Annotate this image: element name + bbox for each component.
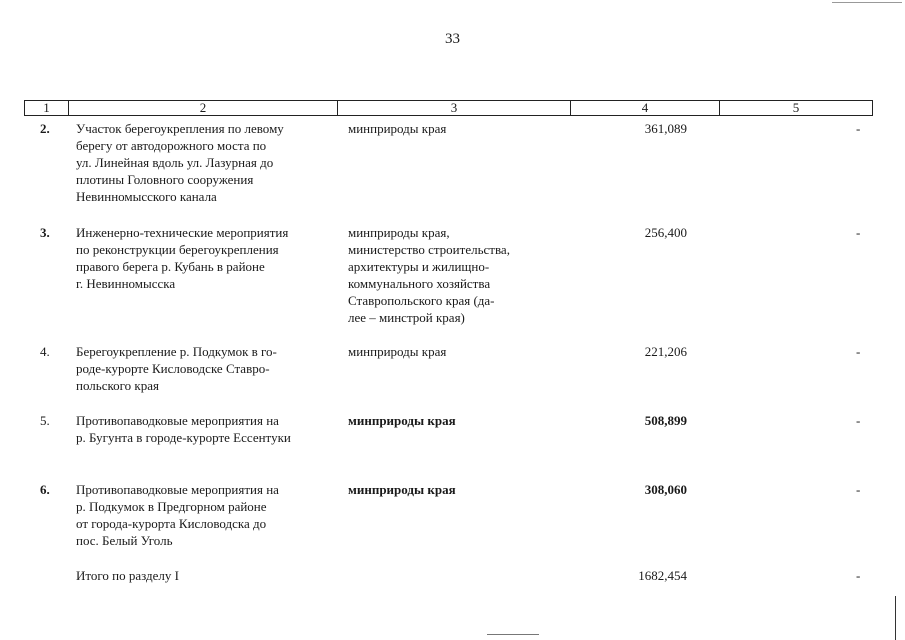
header-col-4: 4	[571, 101, 720, 115]
row-number: 4.	[40, 344, 50, 359]
row-responsible: минприроды края, министерство строительства, архитектуры и жилищно- коммунального хозяйства Ставропольского края (да- лее – минстрой края)	[348, 225, 510, 325]
row-col5: -	[856, 121, 861, 136]
bottom-scan-mark	[487, 634, 539, 635]
right-edge-line	[895, 596, 896, 640]
row-name: Инженерно-технические мероприятия по реконструкции берегоукрепления правого берега р. Кубань в районе г. Невинномысска	[76, 225, 289, 291]
row-number: 3.	[40, 225, 50, 240]
row-responsible: минприроды края	[348, 413, 456, 428]
page-number: 33	[445, 31, 460, 47]
row-name: Противопаводковые мероприятия на р. Бугунта в городе-курорте Ессентуки	[76, 413, 291, 445]
row-number: 5.	[40, 413, 50, 428]
row-col5: -	[856, 344, 861, 359]
total-label: Итого по разделу I	[76, 568, 179, 583]
header-col-3: 3	[338, 101, 571, 115]
row-name: Участок берегоукрепления по левому берегу от автодорожного моста по ул. Линейная вдоль ул. Лазурная до плотины Головного сооружения Невинномысского канала	[76, 121, 284, 204]
row-col5: -	[856, 225, 861, 240]
row-name: Берегоукрепление р. Подкумок в го- роде-курорте Кисловодске Ставро- польского края	[76, 344, 277, 393]
row-col5: -	[856, 413, 861, 428]
header-col-5: 5	[792, 100, 800, 115]
row-amount: 361,089	[644, 121, 687, 136]
row-number: 6.	[40, 482, 50, 497]
row-col5: -	[856, 482, 861, 497]
header-col-2: 2	[69, 101, 338, 115]
top-corner-rule	[832, 2, 902, 3]
row-responsible: минприроды края	[348, 344, 447, 359]
row-amount: 221,206	[644, 344, 687, 359]
total-col5: -	[856, 568, 861, 583]
row-number: 2.	[40, 121, 50, 136]
row-name: Противопаводковые мероприятия на р. Подкумок в Предгорном районе от города-курорта Кисловодска до пос. Белый Уголь	[76, 482, 279, 548]
row-responsible: минприроды края	[348, 121, 447, 136]
row-amount: 508,899	[644, 413, 687, 428]
row-responsible: минприроды края	[348, 482, 456, 497]
row-amount: 308,060	[644, 482, 687, 497]
header-col-1: 1	[25, 101, 69, 115]
row-amount: 256,400	[644, 225, 687, 240]
total-amount: 1682,454	[638, 568, 687, 583]
table-header	[24, 100, 873, 116]
